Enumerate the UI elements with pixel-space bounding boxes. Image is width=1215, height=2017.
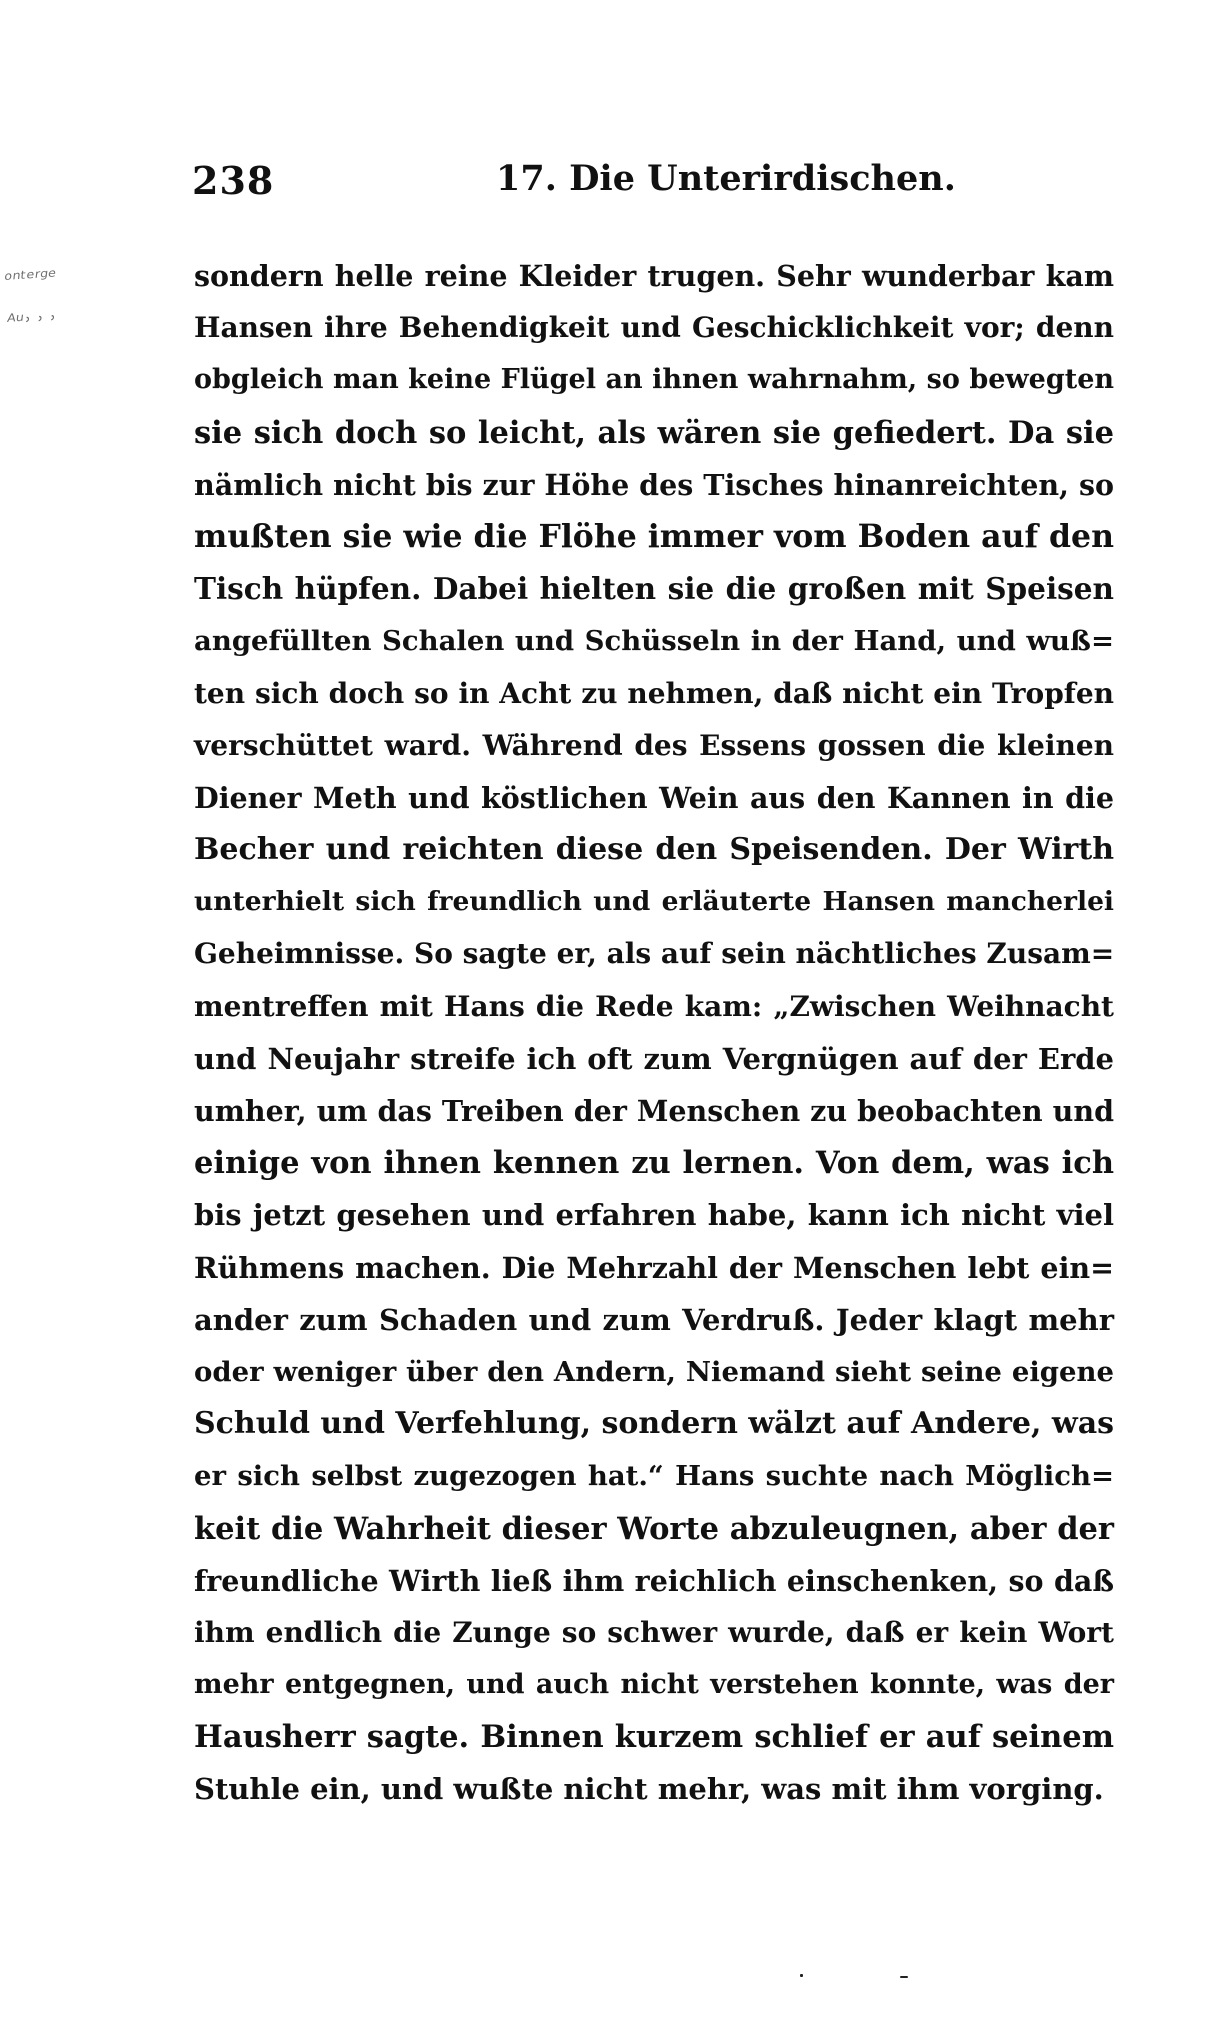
text-line: keit die Wahrheit dieser Worte abzuleugnen, aber der [194, 1510, 1114, 1547]
text-line: freundliche Wirth ließ ihm reichlich einschenken, so daß [194, 1563, 1114, 1598]
text-line: Becher und reichten diese den Speisenden. Der Wirth [194, 832, 1114, 868]
text-line: Schuld und Verfehlung, sondern wälzt auf Andere, was [194, 1406, 1115, 1442]
running-title: 17. Die Unterirdischen. [496, 158, 956, 199]
text-line: Stuhle ein, und wußte nicht mehr, was mit ihm vorging. [194, 1772, 1104, 1807]
handwritten-margin-note [3, 246, 194, 349]
text-line: angefüllten Schalen und Schüsseln in der Hand, und wuß= [194, 625, 1114, 658]
text-line: mentreffen mit Hans die Rede kam: „Zwischen Weihnacht [194, 989, 1114, 1023]
speck-mark [800, 1974, 803, 1977]
paper-specks [800, 1972, 920, 1982]
text-line: und Neujahr streife ich oft zum Vergnügen auf der Erde [194, 1041, 1114, 1076]
text-line: sie sich doch so leicht, als wären sie gefiedert. Da sie [194, 414, 1114, 451]
text-line: Hansen ihre Behendigkeit und Geschicklichkeit vor; denn [194, 311, 1114, 345]
text-line: einige von ihnen kennen zu lernen. Von dem, was ich [194, 1145, 1114, 1182]
text-line: oder weniger über den Andern, Niemand sieht seine eigene [194, 1355, 1114, 1388]
margin-note-line: ᴬᵘ˒ ˒ ˒ [6, 306, 57, 334]
text-line: Diener Meth und köstlichen Wein aus den Kannen in die [194, 780, 1114, 815]
text-line: sondern helle reine Kleider trugen. Sehr wunderbar kam [194, 259, 1114, 293]
text-line: mußten sie wie die Flöhe immer vom Boden auf den [194, 517, 1114, 555]
text-line: unterhielt sich freundlich und erläuterte Hansen mancherlei [194, 886, 1114, 918]
margin-note-line: ᵒⁿᵗᵉʳᵍᵉ [3, 263, 58, 292]
text-line: Hausherr sagte. Binnen kurzem schlief er auf seinem [194, 1719, 1114, 1756]
text-line: bis jetzt gesehen und erfahren habe, kann ich nicht viel [194, 1198, 1114, 1233]
text-line: verschüttet ward. Während des Essens gossen die kleinen [194, 728, 1114, 762]
speck-mark [900, 1976, 908, 1978]
text-line: ten sich doch so in Acht zu nehmen, daß nicht ein Tropfen [194, 676, 1114, 710]
text-line: nämlich nicht bis zur Höhe des Tisches hinanreichten, so [194, 467, 1114, 502]
page-number: 238 [192, 158, 275, 203]
text-line: ihm endlich die Zunge so schwer wurde, daß er kein Wort [194, 1615, 1114, 1649]
text-line: Geheimnisse. So sagte er, als auf sein nächtliches Zusam= [194, 937, 1115, 971]
body-text [194, 250, 1114, 1816]
text-line: Tisch hüpfen. Dabei hielten sie die großen mit Speisen [194, 571, 1114, 607]
text-line: mehr entgegnen, und auch nicht verstehen konnte, was der [194, 1669, 1114, 1701]
text-line: er sich selbst zugezogen hat.“ Hans suchte nach Möglich= [194, 1460, 1114, 1493]
text-line: obgleich man keine Flügel an ihnen wahrnahm, so bewegten [194, 364, 1114, 396]
text-line: Rühmens machen. Die Mehrzahl der Menschen lebt ein= [194, 1250, 1114, 1285]
text-line: umher, um das Treiben der Menschen zu beobachten und [194, 1094, 1114, 1128]
text-line: ander zum Schaden und zum Verdruß. Jeder klagt mehr [194, 1302, 1114, 1337]
